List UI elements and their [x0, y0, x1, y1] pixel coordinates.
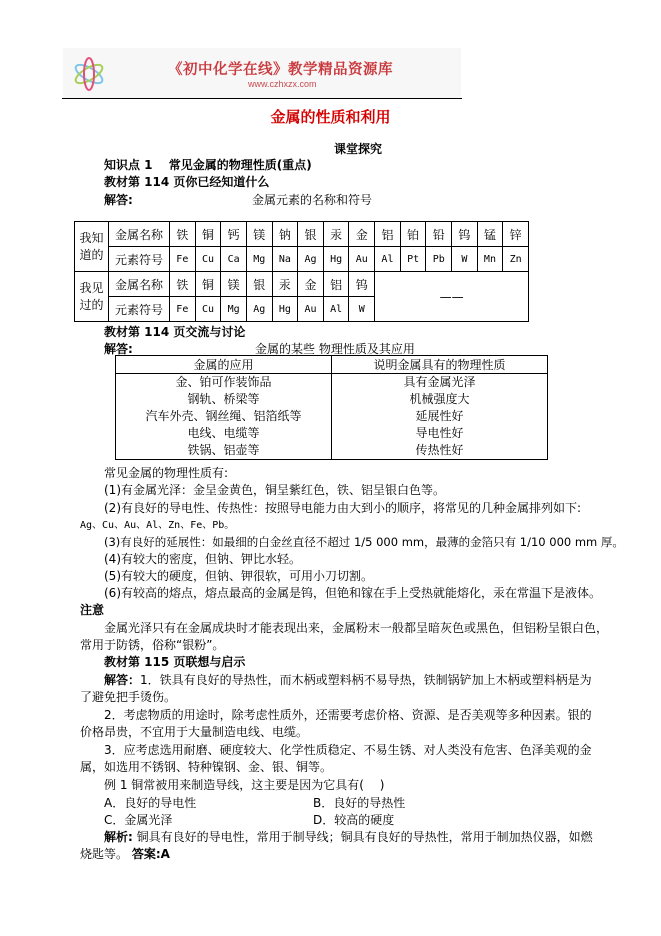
element-symbol: Na: [272, 247, 298, 272]
metal-name: 铜: [195, 272, 221, 297]
metal-properties-table: [115, 355, 548, 460]
element-symbol: Al: [375, 247, 401, 272]
application-item: 汽车外壳、钢丝绳、铝箔纸等: [145, 409, 302, 423]
answer-text: 1．铁具有良好的导热性，而木柄或塑料柄不易导热，铁制锅铲加上木柄或塑料柄是为: [140, 673, 592, 687]
answer-key-label: 答案:: [131, 847, 161, 861]
metal-name: 铝: [323, 272, 349, 297]
element-symbol: Zn: [503, 247, 529, 272]
analysis-text: 铜具有良好的导电性，常用于制导线；铜具有良好的导热性，常用于制加热仪器，如燃: [136, 830, 593, 844]
textbook-114-heading: 教材第 114 页你已经知道什么: [104, 175, 270, 189]
answer-3-cont: 属，如选用不锈钢、特种镍钢、金、银、铜等。: [80, 760, 333, 774]
element-symbol: Al: [323, 297, 349, 322]
element-symbol: Mg: [246, 247, 272, 272]
table-row: [116, 374, 548, 460]
document-title: 金属的性质和利用: [270, 108, 391, 126]
property-6: (6)有较高的熔点，熔点最高的金属是钨，但铯和镓在手上受热就能熔化，汞在常温下是液体。: [104, 586, 602, 600]
metal-name: 银: [298, 222, 324, 247]
group-label: [75, 272, 109, 322]
property-3: (3)有良好的延展性：如最细的白金丝直径不超过 1/5 000 mm，最薄的金箔只有 1/10 000 mm 厚。: [104, 535, 624, 549]
note-text: 金属光泽只有在金属成块时才能表现出来，金属粉末一般都呈暗灰色或黑色，但铝粉呈银白色，: [104, 621, 609, 635]
element-symbol: Au: [349, 247, 375, 272]
metal-name: 铁: [170, 222, 196, 247]
metal-name: 金: [349, 222, 375, 247]
element-symbol: Hg: [272, 297, 298, 322]
application-item: 电线、电缆等: [187, 426, 260, 440]
answer-label: 解答：: [104, 673, 141, 687]
answer-key: A: [160, 847, 170, 861]
table-row: [75, 247, 529, 272]
metal-name: 铜: [195, 222, 221, 247]
column-header: 说明金属具有的物理性质: [332, 356, 548, 374]
element-symbol: Mg: [221, 297, 247, 322]
analysis: [104, 829, 593, 846]
header-divider: [62, 98, 462, 99]
property-2: (2)有良好的导电性、传热性：按照导电能力由大到小的顺序，将常见的几种金属排列如下:: [104, 501, 582, 515]
element-symbol: Pb: [426, 247, 452, 272]
metal-name: 铅: [426, 222, 452, 247]
property-item: 具有金属光泽: [403, 375, 476, 389]
metal-name: 铂: [400, 222, 426, 247]
metal-name: 金: [298, 272, 324, 297]
application-item: 钢轨、桥梁等: [187, 392, 260, 406]
metal-name: 汞: [323, 222, 349, 247]
answer-2: 2．考虑物质的用途时，除考虑性质外，还需要考虑价格、资源、是否美观等多种因素。银的: [104, 708, 592, 722]
property-item: 机械强度大: [409, 392, 470, 406]
element-symbol: Pt: [400, 247, 426, 272]
element-symbol: Cu: [195, 297, 221, 322]
row-header: 金属名称: [109, 222, 170, 247]
table-header-row: [116, 356, 548, 374]
table-row: [75, 222, 529, 247]
properties-intro: 常见金属的物理性质有:: [104, 466, 229, 480]
conductivity-order: Ag、Cu、Au、Al、Zn、Fe、Pb。: [80, 520, 235, 531]
group-label-line: 道的: [79, 247, 104, 262]
metal-name: 镁: [221, 272, 247, 297]
note-title: 注意: [80, 603, 105, 617]
row-header: 元素符号: [109, 297, 170, 322]
note-text: 常用于防锈，俗称“银粉”。: [80, 638, 225, 652]
metal-name: 汞: [272, 272, 298, 297]
table-row: [75, 272, 529, 297]
textbook-115-heading: 教材第 115 页联想与启示: [104, 655, 246, 669]
metal-name: 银: [246, 272, 272, 297]
element-symbol: Au: [298, 297, 324, 322]
answer-label: 解答:: [104, 193, 133, 207]
answer-label: 解答:: [104, 342, 133, 356]
banner-url: www.czhxzx.com: [248, 79, 317, 89]
answer-1: [104, 672, 592, 689]
property-item: 延展性好: [415, 409, 464, 423]
group-label-line: 我知: [79, 230, 104, 245]
property-item: 传热性好: [415, 443, 464, 457]
application-item: 铁锅、铝壶等: [187, 443, 260, 457]
atom-logo-icon: [71, 56, 107, 92]
element-symbol: Hg: [323, 247, 349, 272]
element-symbol: W: [452, 247, 478, 272]
column-header: 金属的应用: [116, 356, 332, 374]
example-question: 例 1 铜常被用来制造导线，这主要是因为它具有( ): [104, 778, 385, 792]
element-symbol: Cu: [195, 247, 221, 272]
option-a: A．良好的导电性: [104, 796, 197, 810]
empty-cell-mark: ——: [375, 272, 529, 322]
property-5: (5)有较大的硬度，但钠、钾很软，可用小刀切割。: [104, 569, 373, 583]
analysis-label: 解析:: [104, 830, 133, 844]
group-label-line: 我见: [79, 280, 104, 295]
metal-name: 钠: [272, 222, 298, 247]
option-d: D．较高的硬度: [313, 813, 395, 827]
analysis-text: 烧匙等。: [80, 847, 129, 861]
group-label: [75, 222, 109, 272]
option-b: B．良好的导热性: [313, 796, 406, 810]
metal-name: 钨: [349, 272, 375, 297]
banner-title: 《初中化学在线》教学精品资源库: [168, 61, 393, 78]
metal-name: 钙: [221, 222, 247, 247]
metal-name: 镁: [246, 222, 272, 247]
table1-caption: 金属元素的名称和符号: [252, 193, 373, 207]
group-label-line: 过的: [79, 297, 104, 312]
element-symbol: Fe: [170, 297, 196, 322]
textbook-114-discussion-heading: 教材第 114 页交流与讨论: [104, 325, 246, 339]
metal-name: 钨: [452, 222, 478, 247]
option-c: C．金属光泽: [104, 813, 173, 827]
property-4: (4)有较大的密度，但钠、钾比水轻。: [104, 552, 301, 566]
row-header: 元素符号: [109, 247, 170, 272]
element-symbol: Mn: [477, 247, 503, 272]
application-item: 金、铂可作装饰品: [175, 375, 272, 389]
analysis-cont: [80, 846, 170, 863]
element-symbol: Ag: [246, 297, 272, 322]
property-item: 导电性好: [415, 426, 464, 440]
element-symbol: Fe: [170, 247, 196, 272]
element-symbol: Ag: [298, 247, 324, 272]
table2-caption: 金属的某些 物理性质及其应用: [255, 342, 415, 356]
metal-name: 铁: [170, 272, 196, 297]
element-symbol: W: [349, 297, 375, 322]
answer-1-cont: 了避免把手烫伤。: [80, 690, 177, 704]
section-title: 课堂探究: [333, 142, 382, 156]
knowledge-point-heading: 知识点 1 常见金属的物理性质(重点): [104, 158, 312, 172]
metal-name: 锌: [503, 222, 529, 247]
properties-cell: [332, 374, 548, 460]
header-banner: [63, 48, 461, 98]
metal-name: 铝: [375, 222, 401, 247]
answer-2-cont: 价格昂贵，不宜用于大量制造电线、电缆。: [80, 725, 309, 739]
row-header: 金属名称: [109, 272, 170, 297]
answer-3: 3．应考虑选用耐磨、硬度较大、化学性质稳定、不易生锈、对人类没有危害、色泽美观的金: [104, 743, 592, 757]
property-1: (1)有金属光泽：金呈金黄色，铜呈紫红色，铁、铝呈银白色等。: [104, 483, 446, 497]
element-symbol: Ca: [221, 247, 247, 272]
applications-cell: [116, 374, 332, 460]
metal-symbols-table: [74, 221, 529, 322]
metal-name: 锰: [477, 222, 503, 247]
